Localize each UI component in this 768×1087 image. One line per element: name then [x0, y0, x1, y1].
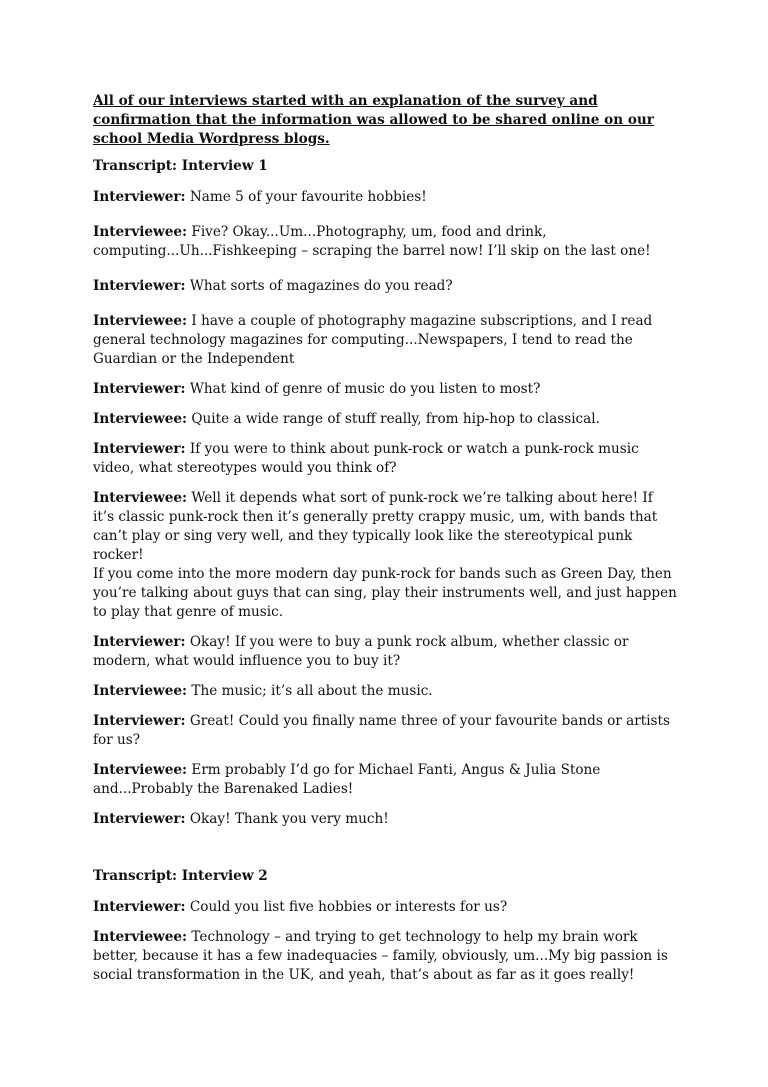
- section-title-interview-2: Transcript: Interview 2: [93, 868, 268, 884]
- speaker-label: Interviewee:: [93, 762, 188, 778]
- transcript-turn: [93, 761, 678, 799]
- speaker-label: Interviewer:: [93, 713, 186, 729]
- turn-text: What sorts of magazines do you read?: [189, 278, 453, 294]
- speaker-label: Interviewer:: [93, 189, 186, 205]
- turn-text: I have a couple of photography magazine subscriptions, and I read general technology magazines for computing...Newspapers, I tend to read the Guardian or the Independent: [93, 313, 653, 367]
- speaker-label: Interviewee:: [93, 683, 188, 699]
- turn-text-continued: If you come into the more modern day punk-rock for bands such as Green Day, then you’re talking about guys that can sing, play their instruments well, and just happen to play that genre of music.: [93, 566, 677, 620]
- turn-text-continued: computing...Uh...Fishkeeping – scraping the barrel now! I’ll skip on the last one!: [93, 243, 651, 259]
- transcript-turn: [93, 682, 678, 701]
- speaker-label: Interviewer:: [93, 634, 186, 650]
- transcript-turn: [93, 380, 678, 399]
- turn-text: Could you list five hobbies or interests for us?: [189, 899, 508, 915]
- turn-text: What kind of genre of music do you listen to most?: [189, 381, 541, 397]
- transcript-turn: [93, 898, 678, 917]
- transcript-turn: [93, 489, 678, 622]
- turn-text: Technology – and trying to get technology to help my brain work better, because it has a few inadequacies – family, obviously, um...My big passion is social transformation in the UK, and yeah, that’s about as far as it goes really!: [93, 929, 668, 983]
- transcript-turn: [93, 633, 678, 671]
- transcript-turn: [93, 712, 678, 750]
- document-heading: All of our interviews started with an explanation of the survey and confirmation that the information was allowed to be shared online on our school Media Wordpress blogs.: [93, 93, 654, 147]
- speaker-label: Interviewer:: [93, 811, 186, 827]
- turn-text: Name 5 of your favourite hobbies!: [189, 189, 427, 205]
- speaker-label: Interviewer:: [93, 441, 186, 457]
- speaker-label: Interviewer:: [93, 381, 186, 397]
- turn-text: Okay! If you were to buy a punk rock album, whether classic or modern, what would influence you to buy it?: [93, 634, 629, 669]
- speaker-label: Interviewee:: [93, 224, 188, 240]
- transcript-turn: [93, 810, 678, 829]
- turn-text: If you were to think about punk-rock or watch a punk-rock music video, what stereotypes would you think of?: [93, 441, 639, 476]
- turn-text: The music; it’s all about the music.: [191, 683, 433, 699]
- transcript-turn: [93, 312, 678, 369]
- speaker-label: Interviewer:: [93, 899, 186, 915]
- turn-text: Great! Could you finally name three of your favourite bands or artists for us?: [93, 713, 670, 748]
- speaker-label: Interviewee:: [93, 490, 188, 506]
- transcript-turn: [93, 223, 678, 261]
- speaker-label: Interviewee:: [93, 411, 188, 427]
- turn-text: Erm probably I’d go for Michael Fanti, Angus & Julia Stone and...Probably the Barenaked Ladies!: [93, 762, 601, 797]
- transcript-turn: [93, 410, 678, 429]
- turn-text: Okay! Thank you very much!: [189, 811, 389, 827]
- turn-text: Well it depends what sort of punk-rock we’re talking about here! If it’s classic punk-rock then it’s generally pretty crappy music, um, with bands that can’t play or sing very well, and they typically look like the stereotypical punk rocker!: [93, 490, 658, 563]
- turn-text: Five? Okay...Um...Photography, um, food and drink,: [191, 224, 547, 240]
- transcript-turn: [93, 277, 678, 296]
- transcript-turn: [93, 440, 678, 478]
- speaker-label: Interviewer:: [93, 278, 186, 294]
- speaker-label: Interviewee:: [93, 313, 188, 329]
- speaker-label: Interviewee:: [93, 929, 188, 945]
- section-title-interview-1: Transcript: Interview 1: [93, 158, 268, 174]
- turn-text: Quite a wide range of stuff really, from hip-hop to classical.: [191, 411, 600, 427]
- transcript-turn: [93, 188, 678, 207]
- transcript-turn: [93, 928, 678, 985]
